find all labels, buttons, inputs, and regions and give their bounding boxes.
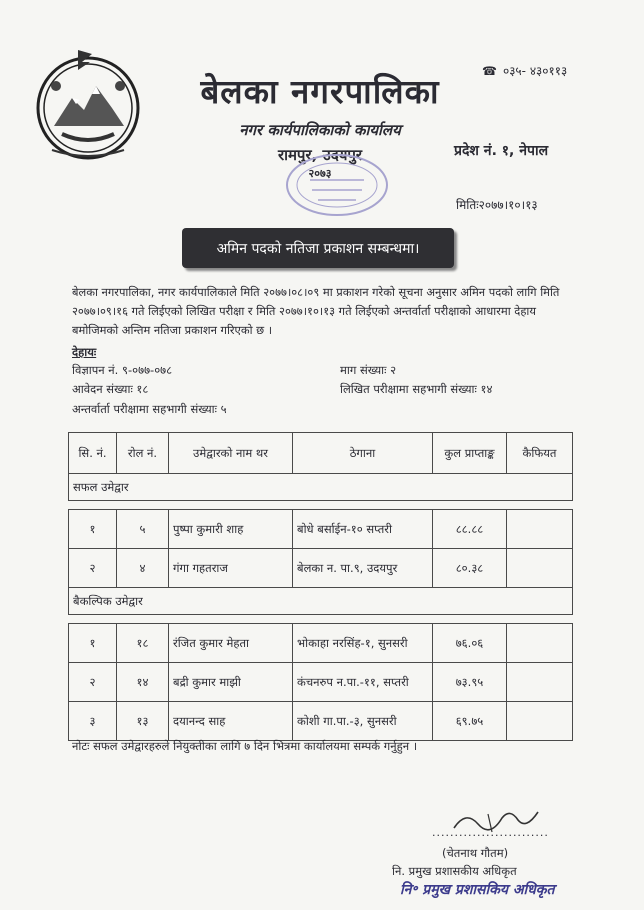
notice-body: बेलका नगरपालिका, नगर कार्यपालिकाले मिति २०७७।०८।०९ मा प्रकाशन गरेको सूचना अनुसार अमिन पदको लागि मिति २०७७।०९।१६ गते लिईएको लिखित परीक्षा र मिति २०७७।१०।१३ गते लिईएको अन्तर्वार्ता परीक्षाको आधारमा देहाय बमोजिमको अन्तिम नतिजा प्रकाशन गरिएको छ । xyxy=(72,285,560,337)
candidate-name: पुष्पा कुमारी शाह xyxy=(169,510,293,549)
table-row xyxy=(69,663,573,702)
candidate-address: बोधे बर्साईन-१० सप्तरी xyxy=(293,510,433,549)
phone-text: ०३५- ४३०११३ xyxy=(502,64,568,78)
telephone-icon: ☎ xyxy=(482,64,497,78)
remarks xyxy=(507,510,573,549)
candidate-address: भोकाहा नरसिंह-१, सुनसरी xyxy=(293,624,433,663)
candidate-name: दयानन्द साह xyxy=(169,702,293,741)
table-spacer xyxy=(69,501,573,510)
column-header: ठेगाना xyxy=(293,433,433,474)
subject-banner: अमिन पदको नतिजा प्रकाशन सम्बन्धमा। xyxy=(182,228,454,268)
roll-number: ४ xyxy=(117,549,169,588)
table-row xyxy=(69,624,573,663)
total-score: ७६.०६ xyxy=(433,624,507,663)
column-header: उमेद्वारको नाम थर xyxy=(169,433,293,474)
footer-note: नोटः सफल उमेद्वारहरुले नियुक्तीका लागि ७ दिन भित्रमा कार्यालयमा सम्पर्क गर्नुहुन । xyxy=(72,739,418,753)
candidate-name: बद्री कुमार माझी xyxy=(169,663,293,702)
column-header: कैफियत xyxy=(507,433,573,474)
written-exam-count: लिखित परीक्षामा सहभागी संख्याः १४ xyxy=(340,382,493,396)
candidate-name: गंगा गहतराज xyxy=(169,549,293,588)
column-header: सि. नं. xyxy=(69,433,117,474)
roll-number: १४ xyxy=(117,663,169,702)
signatory-title: नि. प्रमुख प्रशासकीय अधिकृत xyxy=(392,864,517,878)
remarks xyxy=(507,663,573,702)
section-title-alternate: बैकल्पिक उमेद्वार xyxy=(69,588,573,615)
section-row xyxy=(69,474,573,501)
section-title-successful: सफल उमेद्वार xyxy=(69,474,573,501)
results-table xyxy=(68,432,573,741)
total-score: ८०.३८ xyxy=(433,549,507,588)
roll-number: ५ xyxy=(117,510,169,549)
candidate-name: रंजित कुमार मेहता xyxy=(169,624,293,663)
roll-number: १८ xyxy=(117,624,169,663)
office-seal-icon xyxy=(282,150,392,220)
section-row xyxy=(69,588,573,615)
table-row xyxy=(69,549,573,588)
demand-count: माग संख्याः २ xyxy=(340,363,397,377)
column-header: कुल प्राप्ताङ्क xyxy=(433,433,507,474)
table-row xyxy=(69,510,573,549)
designation-stamp: नि॰ प्रमुख प्रशासकिय अधिकृत xyxy=(400,882,555,898)
roll-number: १३ xyxy=(117,702,169,741)
total-score: ८८.८८ xyxy=(433,510,507,549)
organization-title: बेलका नगरपालिका xyxy=(200,72,440,111)
signatory-name: (चेतनाथ गौतम) xyxy=(442,846,509,860)
candidate-address: बेलका न. पा.९, उदयपुर xyxy=(293,549,433,588)
letter-date: मितिः२०७७।१०।१३ xyxy=(456,198,538,212)
interview-count: अन्तर्वार्ता परीक्षामा सहभागी संख्याः ५ xyxy=(72,402,227,416)
table-spacer xyxy=(69,615,573,624)
table-row xyxy=(69,702,573,741)
remarks xyxy=(507,549,573,588)
office-address: रामपुर, उदयपुर xyxy=(277,146,363,164)
details-heading: देहायः xyxy=(72,345,97,359)
total-score: ६९.७५ xyxy=(433,702,507,741)
candidate-address: कंचनरुप न.पा.-११, सप्तरी xyxy=(293,663,433,702)
phone-number xyxy=(482,62,567,79)
serial-number: २ xyxy=(69,663,117,702)
total-score: ७३.९५ xyxy=(433,663,507,702)
applicant-count: आवेदन संख्याः १८ xyxy=(72,382,149,396)
serial-number: १ xyxy=(69,624,117,663)
serial-number: ३ xyxy=(69,702,117,741)
serial-number: १ xyxy=(69,510,117,549)
candidate-address: कोशी गा.पा.-३, सुनसरी xyxy=(293,702,433,741)
remarks xyxy=(507,624,573,663)
column-header: रोल नं. xyxy=(117,433,169,474)
remarks xyxy=(507,702,573,741)
serial-number: २ xyxy=(69,549,117,588)
office-name: नगर कार्यपालिकाको कार्यालय xyxy=(239,121,401,139)
establishment-year: २०७३ xyxy=(308,167,332,180)
table-header-row xyxy=(69,433,573,474)
nepal-emblem-icon xyxy=(32,42,144,166)
advertisement-number: विज्ञापन नं. ९-०७७-०७८ xyxy=(72,363,173,377)
signature-line: .......................... xyxy=(432,826,549,839)
province-label: प्रदेश नं. १, नेपाल xyxy=(454,143,549,159)
